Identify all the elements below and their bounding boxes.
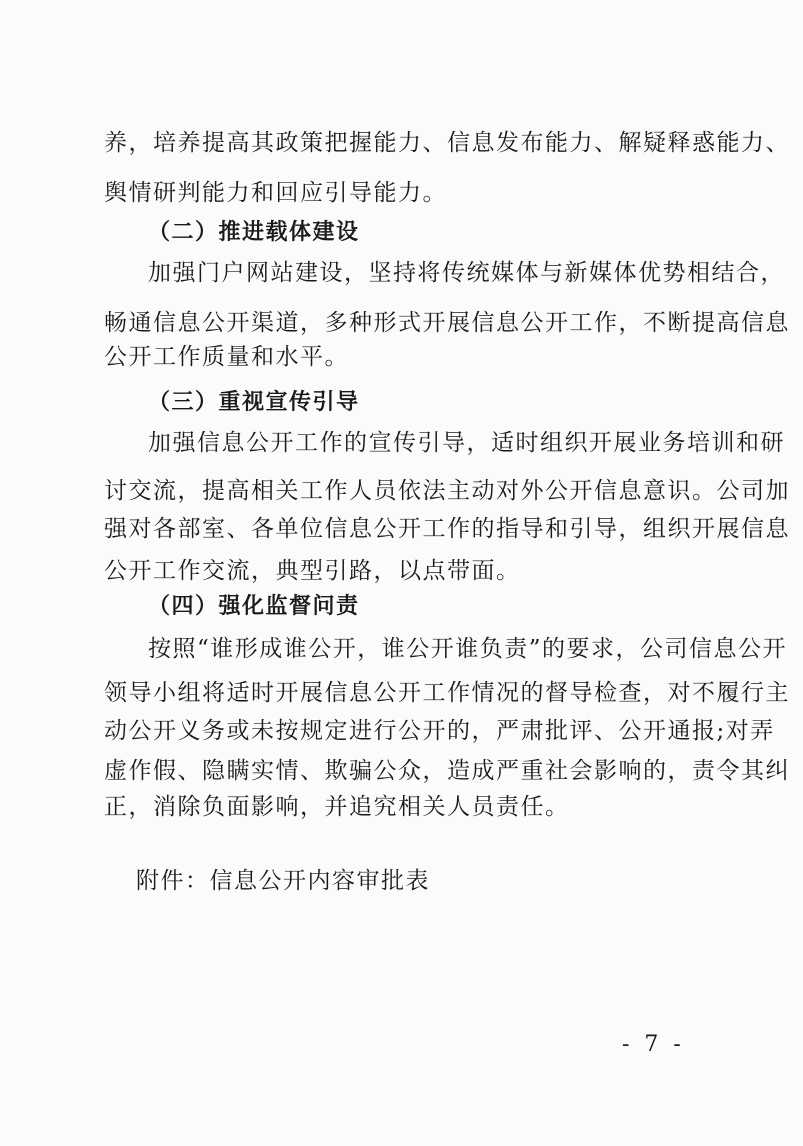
paragraph-line: 讨交流，提高相关工作人员依法主动对外公开信息意识。公司加	[104, 478, 790, 504]
paragraph-line: 动公开义务或未按规定进行公开的，严肃批评、公开通报;对弄	[104, 718, 775, 744]
paragraph-line: 公开工作交流，典型引路，以点带面。	[104, 558, 521, 584]
section-heading-4: （四）强化监督问责	[148, 594, 360, 619]
paragraph-line: 加强信息公开工作的宣传引导，适时组织开展业务培训和研	[148, 430, 785, 456]
paragraph-line: 按照“谁形成谁公开，谁公开谁负责”的要求，公司信息公开	[148, 636, 788, 662]
paragraph-line: 舆情研判能力和回应引导能力。	[104, 180, 447, 206]
paragraph-line: 畅通信息公开渠道，多种形式开展信息公开工作，不断提高信息	[104, 310, 790, 336]
paragraph-line: 领导小组将适时开展信息公开工作情况的督导检查，对不履行主	[104, 680, 790, 706]
paragraph-line: 正，消除负面影响，并追究相关人员责任。	[104, 794, 570, 820]
paragraph-line: 虚作假、隐瞒实情、欺骗公众，造成严重社会影响的，责令其纠	[104, 758, 790, 784]
paragraph-line: 加强门户网站建设，坚持将传统媒体与新媒体优势相结合，	[148, 260, 785, 286]
attachment-line: 附件：信息公开内容审批表	[136, 868, 430, 894]
paragraph-line: 公开工作质量和水平。	[104, 344, 349, 370]
paragraph-line: 强对各部室、各单位信息公开工作的指导和引导，组织开展信息	[104, 516, 790, 542]
section-heading-2: （二）推进载体建设	[148, 220, 360, 245]
paragraph-line: 养，培养提高其政策把握能力、信息发布能力、解疑释惑能力、	[104, 130, 790, 156]
section-heading-3: （三）重视宣传引导	[148, 390, 360, 415]
page-number: - 7 -	[622, 1032, 685, 1057]
